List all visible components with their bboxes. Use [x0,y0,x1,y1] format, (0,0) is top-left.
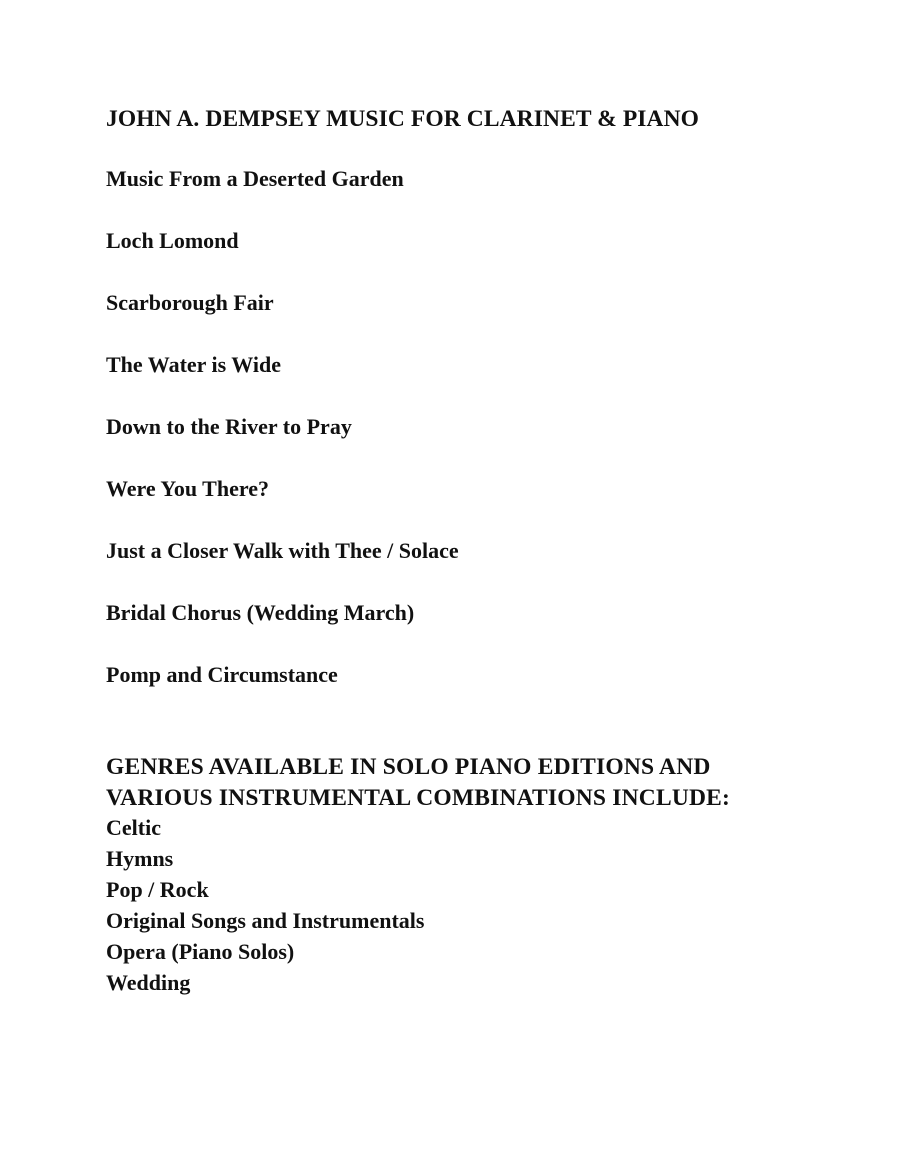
genre-item: Wedding [106,970,191,995]
genre-item: Celtic [106,815,161,840]
genre-item: Opera (Piano Solos) [106,939,295,964]
genres-list [106,812,424,998]
genres-heading [106,752,730,814]
genres-heading-line2: VARIOUS INSTRUMENTAL COMBINATIONS INCLUDE: [106,785,731,811]
piece-item: The Water is Wide [106,352,282,377]
page-title: JOHN A. DEMPSEY MUSIC FOR CLARINET & PIANO [106,106,700,132]
piece-item: Music From a Deserted Garden [106,166,404,191]
genre-item: Original Songs and Instrumentals [106,908,425,933]
piece-item: Pomp and Circumstance [106,662,338,687]
piece-item: Just a Closer Walk with Thee / Solace [106,538,459,563]
piece-item: Were You There? [106,476,269,501]
piece-item: Loch Lomond [106,228,239,253]
piece-item: Down to the River to Pray [106,414,352,439]
piece-item: Bridal Chorus (Wedding March) [106,600,415,625]
pieces-list [106,163,459,721]
piece-item: Scarborough Fair [106,290,274,315]
genres-heading-line1: GENRES AVAILABLE IN SOLO PIANO EDITIONS AND [106,754,711,780]
genre-item: Pop / Rock [106,877,209,902]
genre-item: Hymns [106,846,174,871]
